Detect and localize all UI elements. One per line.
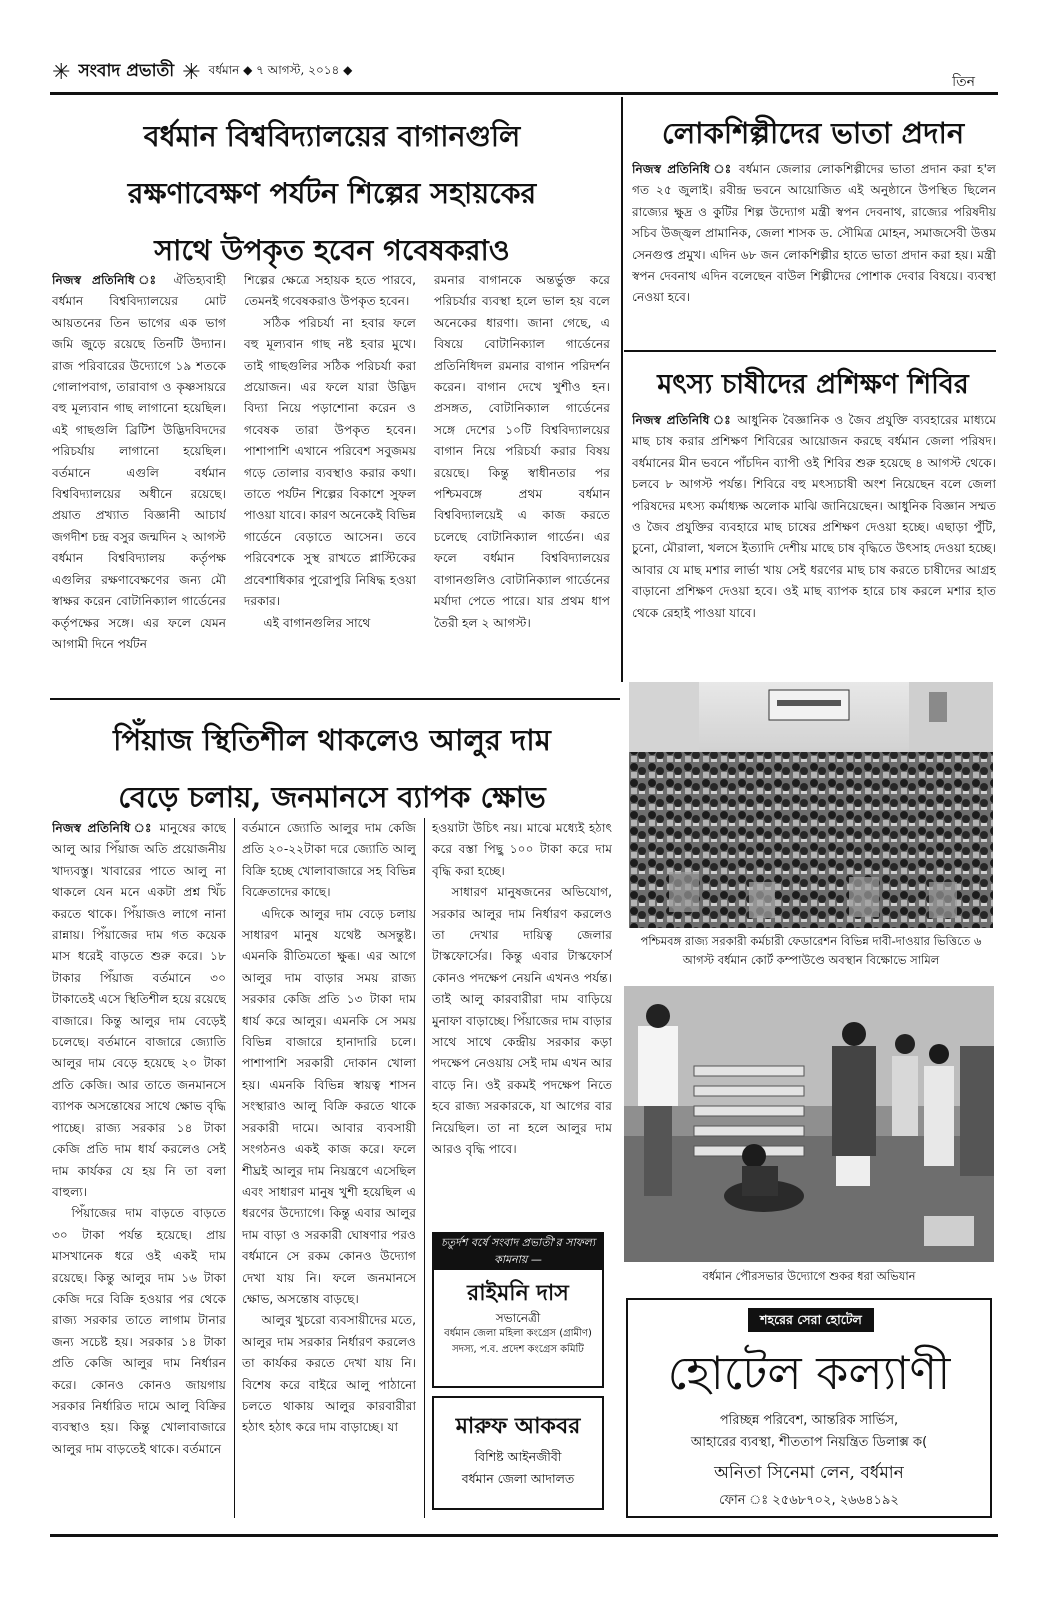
body-text: এদিকে আলুর দাম বেড়ে চলায় সাধারণ মানুষ যথেষ্ট অসন্তুষ্ট। এমনকি রীতিমতো ক্ষুব্ধ। এর আগে আলুর দাম বাড়ার সময় রাজ্য সরকার কেজি প্রতি ১৩ টাকা দাম ধার্য করে আলুর। এমনকি সে সময় বিভিন্ন বাজারে হানাদারি চলে। পাশাপাশি সরকারী দোকান খোলা হয়। এমনকি বিভিন্ন স্বায়ত্ব শাসন সংস্থারাও আলু বিক্রি করতে থাকে সরকারী দামে। আবার ব্যবসায়ী সংগঠনও একই কাজ করে। ফলে শীঘ্রই আলুর দাম নিয়ন্ত্রণে এসেছিল এবং সাধারণ মানুষ খুশী হয়েছিল এ ধরণের উদ্যোগে। কিন্তু এবার আলুর দাম বাড়া ও সরকারী ঘোষণার পরও বর্ধমানে সে রকম কোনও উদ্যোগ দেখা যায় নি। ফলে জনমানসে ক্ষোভ, অসন্তোষ বাড়ছে।	[242, 906, 416, 1306]
masthead	[52, 58, 352, 86]
ad-role: বিশিষ্ট আইনজীবী	[474, 1449, 562, 1464]
body-text: হওয়াটা উচিৎ নয়। মাঝে মধ্যেই হঠাৎ করে বস্তা পিছু ১০০ টাকা করে দাম বৃদ্ধি করা হচ্ছে।	[432, 821, 612, 878]
story1-col2	[244, 270, 416, 690]
footer-rule	[50, 1534, 998, 1537]
section-rule	[624, 350, 996, 352]
column-divider	[621, 97, 623, 682]
story1-headline	[52, 108, 612, 279]
pig-catching-photo-caption: বর্ধমান পৌরসভার উদ্যোগে শুকর ধরা অভিযান	[702, 1269, 916, 1283]
body-text: সাধারণ মানুষজনের অভিযোগ, সরকার আলুর দাম নির্ধারণ করলেও তা দেখার দায়িত্ব জেলার টাস্কফোর্সের। কিন্তু এবার টাস্কফোর্স কোনও পদক্ষেপ নেয়নি এখনও পর্যন্ত। তাই আলু কারবারীরা দাম বাড়িয়ে মুনাফা বাড়াচ্ছে। পিঁয়াজের দাম বাড়ার সাথে সাথে কেন্দ্রীয় সরকার কড়া পদক্ষেপ নেওয়ায় সেই দাম এখন আর বাড়ে নি। ওই রকমই পদক্ষেপ নিতে হবে রাজ্য সরকারকে, যা আগের বার নিয়েছিল। তা না হলে আলুর দাম আরও বৃদ্ধি পাবে।	[432, 885, 612, 1157]
ad-tag: শহরের সেরা হোটেল	[748, 1308, 874, 1332]
body-text: মানুষের কাছে আলু আর পিঁয়াজ অতি প্রয়োজনীয় খাদ্যবস্তু। খাবারের পাতে আলু না থাকলে যেন মনে একটা প্রশ্ন খিঁচ করতে থাকে। পিঁয়াজও লাগে নানা রান্নায়। পিঁয়াজের দাম গত কয়েক মাস ধরেই বাড়তে শুরু করে। ১৮ টাকার পিঁয়াজ বর্তমানে ৩০ টাকাতেই এসে স্থিতিশীল হয়ে রয়েছে বাজারে। কিন্তু আলুর দাম বেড়েই চলেছে। বর্তমানে বাজারে জ্যোতি আলুর দাম বেড়ে হয়েছে ২০ টাকা প্রতি কেজি। আর তাতে জনমানসে ব্যাপক অসন্তোষের সাথে ক্ষোভ বৃদ্ধি পাচ্ছে। রাজ্য সরকার ১৪ টাকা কেজি প্রতি দাম ধার্য করলেও সেই দাম কার্যকর যে হয় নি তা বলা বাহুল্য।	[52, 821, 226, 1199]
asterisk-icon: ✳	[52, 59, 71, 85]
byline: নিজস্ব প্রতিনিধি ঃ	[632, 413, 733, 427]
headline-line: বেড়ে চলায়, জনমানসে ব্যাপক ক্ষোভ	[118, 780, 546, 814]
body-text: এই বাগানগুলির সাথে	[263, 615, 371, 630]
asterisk-icon: ✳	[182, 59, 201, 85]
column-divider	[424, 818, 425, 1518]
story4-col1	[52, 818, 226, 1518]
body-text: বর্তমানে জ্যোতি আলুর দাম কেজি প্রতি ২০-২২টাকা দরে জ্যোতি আলু বিক্রি হচ্ছে খোলাবাজারে সহ বিভিন্ন বিক্রেতাদের কাছে।	[242, 821, 416, 900]
hotel-feature: আহারের ব্যবস্থা, শীততাপ নিয়ন্ত্রিত ডিলাক্স ক(	[690, 1435, 928, 1450]
body-text: পিঁয়াজের দাম বাড়তে বাড়তে ৩০ টাকা পর্যন্ত হয়েছে। প্রায় মাসখানেক ধরে ওই একই দাম রয়েছে। কিন্তু আলুর দাম ১৬ টাকা কেজি দরে বিক্রি হওয়ার পর থেকে রাজ্য সরকার তাতে লাগাম টানার জন্য সচেষ্ট হয়। সরকার ১৪ টাকা প্রতি কেজি আলুর দাম নির্ধারন করে। কোনও কোনও জায়গায় সরকার নির্ধারিত দামে আলু বিক্রির ব্যবস্থাও হয়। কিন্তু খোলাবাজারে আলুর দাম বাড়তেই থাকে। বর্তমানে	[52, 1206, 226, 1456]
story4-col2	[242, 818, 416, 1518]
body-text: আলুর খুচরো ব্যবসায়ীদের মতে, আলুর দাম সরকার নির্ধারণ করলেও তা কার্যকর করতে দেখা যায় নি। বিশেষ করে বাইরে আলু পাঠানো চলতে থাকায় আলুর কারবারীরা হঠাৎ হঠাৎ করে দাম বাড়াচ্ছে। যা	[242, 1313, 416, 1435]
body-text: সঠিক পরিচর্যা না হবার ফলে বহু মূল্যবান গাছ নষ্ট হবার মুখে। তাই গাছগুলির সঠিক পরিচর্যা করা প্রয়োজন। এর ফলে যারা উদ্ভিদ বিদ্যা নিয়ে পড়াশোনা করেন ও গবেষক তারা উপকৃত হবেন। পাশাপাশি এখানে পরিবেশ সবুজময় গড়ে তোলার ব্যবস্থাও করার কথা। তাতে পর্যটন শিল্পের বিকাশে সুফল পাওয়া যাবে। কারণ অনেকেই বিভিন্ন গার্ডেনে বেড়াতে আসেন। তবে পরিবেশকে সুস্থ রাখতে প্লাস্টিকের প্রবেশাধিকার পুরোপুরি নিষিদ্ধ হওয়া দরকার।	[244, 315, 416, 609]
ad-role: সভানেত্রী	[495, 1311, 541, 1325]
protest-crowd-image	[629, 682, 993, 928]
headline-line: বর্ধমান বিশ্ববিদ্যালয়ের বাগানগুলি	[143, 119, 521, 153]
pig-catching-image	[624, 986, 994, 1262]
ad-maruf	[432, 1396, 604, 1510]
story2-body	[632, 159, 996, 344]
byline: নিজস্ব প্রতিনিধি ঃ	[52, 821, 154, 835]
column-divider	[234, 818, 235, 1518]
story4-headline	[52, 712, 612, 826]
ad-detail: বর্ধমান জেলা মহিলা কংগ্রেস (গ্রামীণ)	[444, 1328, 592, 1339]
hotel-name: হোটেল কল্যাণী	[667, 1346, 951, 1400]
body-text: ঐতিহ্যবাহী বর্ধমান বিশ্ববিদ্যালয়ের মোট আয়তনের তিন ভাগের এক ভাগ জমি জুড়ে রয়েছে তিনটি উদ্যান। রাজ পরিবারের উদ্যোগে ১৯ শতকে গোলাপবাগ, তারাবাগ ও কৃষ্ণসায়রে বহু মূল্যবান গাছ লাগানো হয়েছিল। এই গাছগুলি ব্রিটিশ উদ্ভিদবিদদের পরিচর্যায় লাগানো হয়েছিল। বর্তমানে এগুলি বর্ধমান বিশ্ববিদ্যালয়ের অধীনে রয়েছে। প্রয়াত প্রখ্যাত বিজ্ঞানী আচার্য জগদীশ চন্দ্র বসুর জন্মদিন ২ আগস্ট বর্ধমান বিশ্ববিদ্যালয় কর্তৃপক্ষ এগুলির রক্ষণাবেক্ষণের জন্য মৌ স্বাক্ষর করেন বোটানিক্যাল গার্ডেনের কর্তৃপক্ষের সঙ্গে। এর ফলে যেমন আগামী দিনে পর্যটন	[52, 273, 226, 651]
story2-headline: লোকশিল্পীদের ভাতা প্রদান	[661, 116, 965, 150]
ad-detail: সদস্য, প.ব. প্রদেশ কংগ্রেস কমিটি	[452, 1344, 584, 1355]
story1-col1	[52, 270, 226, 690]
story1-col3	[434, 270, 610, 690]
ad-raimoni	[432, 1268, 604, 1388]
pig-catching-photo	[624, 986, 994, 1262]
page-number: তিন	[952, 74, 975, 90]
ad-name: রাইমনি দাস	[467, 1280, 569, 1306]
ad-hotel-kalyani	[626, 1298, 992, 1518]
body-text: আধুনিক বৈজ্ঞানিক ও জৈব প্রযুক্তি ব্যবহারের মাধ্যমে মাছ চাষ করার প্রশিক্ষণ শিবিরের আয়োজন করছে বর্ধমান জেলা পরিষদ। বর্ধমানের মীন ভবনে পাঁচদিন ব্যাপী ওই শিবির শুরু হয়েছে ৪ আগস্ট থেকে। চলবে ৮ আগস্ট পর্যন্ত। শিবিরে বহু মৎস্যচাষী অংশ নিয়েছেন বলে জেলা পরিষদের মৎস্য কর্মাধ্যক্ষ অলোক মাঝি জানিয়েছেন। আধুনিক বিজ্ঞান সম্মত ও জৈব প্রযুক্তির ব্যবহারে মাছ চাষের প্রশিক্ষণ দেওয়া হচ্ছে। এছাড়া পুঁটি, চুনো, মৌরালা, খলসে ইত্যাদি দেশীয় মাছে চাষ বৃদ্ধিতে উৎসাহ দেওয়া হচ্ছে। আবার যে মাছ মশার লার্ভা খায় সেই ধরণের মাছ চাষ করতে চাষীদের আগ্রহ বাড়ানো প্রশিক্ষণ দেওয়া হবে। ওই মাছ ব্যাপক হারে চাষ করলে মশার হাত থেকে রেহাই পাওয়া যাবে।	[632, 413, 996, 620]
story4-col3	[432, 818, 612, 1208]
ad-greeting-banner: চতুর্দশ বর্ষে সংবাদ প্রভাতী'র সাফল্য কামনায় —	[432, 1232, 604, 1268]
hotel-phone: ফোন ঃ ২৫৬৮৭০২, ২৬৬৪১৯২	[719, 1493, 899, 1508]
hotel-address: অনিতা সিনেমা লেন, বর্ধমান	[714, 1463, 904, 1483]
ad-place: বর্ধমান জেলা আদালত	[461, 1471, 575, 1486]
headline-line: পিঁয়াজ স্থিতিশীল থাকলেও আলুর দাম	[113, 723, 551, 757]
story3-body	[632, 410, 996, 672]
byline: নিজস্ব প্রতিনিধি ঃ	[52, 273, 163, 287]
body-text: শিল্পের ক্ষেত্রে সহায়ক হতে পারবে, তেমনই গবেষকরাও উপকৃত হবেন।	[244, 273, 416, 309]
newspaper-name: সংবাদ প্রভাতী	[78, 61, 175, 81]
headline-line: সাথে উপকৃত হবেন গবেষকরাও	[154, 233, 510, 267]
byline: নিজস্ব প্রতিনিধি ঃ	[632, 162, 734, 176]
masthead-rule	[50, 92, 998, 95]
body-text: রমনার বাগানকে অন্তর্ভুক্ত করে পরিচর্যার ব্যবস্থা হলে ভাল হয় বলে অনেকের ধারণা। জানা গেছে, এ বিষয়ে বোটানিক্যাল গার্ডেনের প্রতিনিধিদল রমনার বাগান পরিদর্শন করেন। বাগান দেখে খুশীও হন। প্রসঙ্গত, বোটানিক্যাল গার্ডেনের সঙ্গে দেশের ১০টি বিশ্ববিদ্যালয়ের বাগান নিয়ে পরিচর্যা করার বিষয় রয়েছে। কিন্তু স্বাধীনতার পর পশ্চিমবঙ্গে প্রথম বর্ধমান বিশ্ববিদ্যালয়েই এ কাজ করতে চলেছে বোটানিক্যাল গার্ডেন। এর ফলে বর্ধমান বিশ্ববিদ্যালয়ের বাগানগুলিও বোটানিক্যাল গার্ডেনের মর্যাদা পেতে পারে। যার প্রথম ধাপ তৈরী হল ২ আগস্ট।	[434, 273, 610, 630]
body-text: বর্ধমান জেলার লোকশিল্পীদের ভাতা প্রদান করা হ'ল গত ২৫ জুলাই। রবীন্দ্র ভবনে আয়োজিত এই অনুষ্ঠানে উপস্থিত ছিলেন রাজ্যের ক্ষুদ্র ও কুটির শিল্প উদ্যোগ মন্ত্রী স্বপন দেবনাথ, রাজ্যের পরিষদীয় সচিব উজ্জ্বল প্রামানিক, জেলা শাসক ড. সৌমিত্র মোহন, সমাজসেবী উত্তম সেনগুপ্ত প্রমুখ। এদিন ৬৮ জন লোকশিল্পীর হাতে ভাতা প্রদান করা হয়। মন্ত্রী স্বপন দেবনাথ এদিন বলেছেন বাউল শিল্পীদের পোশাক দেবার বিষয়ে। ব্যবস্থা নেওয়া হবে।	[632, 162, 996, 305]
section-rule	[50, 698, 620, 700]
protest-photo-caption: পশ্চিমবঙ্গ রাজ্য সরকারী কর্মচারী ফেডারেশন বিভিন্ন দাবী-দাওয়ার ভিত্তিতে ৬ আগস্ট বর্ধমান কোর্ট কম্পাউণ্ডে অবস্থান বিক্ষোভে সামিল	[640, 934, 982, 967]
ad-name: মারুফ আকবর	[455, 1413, 581, 1439]
dateline: বর্ধমান ◆ ৭ আগস্ট, ২০১৪ ◆	[208, 63, 353, 77]
headline-line: রক্ষণাবেক্ষণ পর্যটন শিল্পের সহায়কের	[127, 176, 537, 210]
hotel-feature: পরিচ্ছন্ন পরিবেশ, আন্তরিক সার্ভিস,	[719, 1413, 899, 1428]
protest-photo	[629, 682, 993, 928]
story3-headline: মৎস্য চাষীদের প্রশিক্ষণ শিবির	[657, 369, 969, 400]
